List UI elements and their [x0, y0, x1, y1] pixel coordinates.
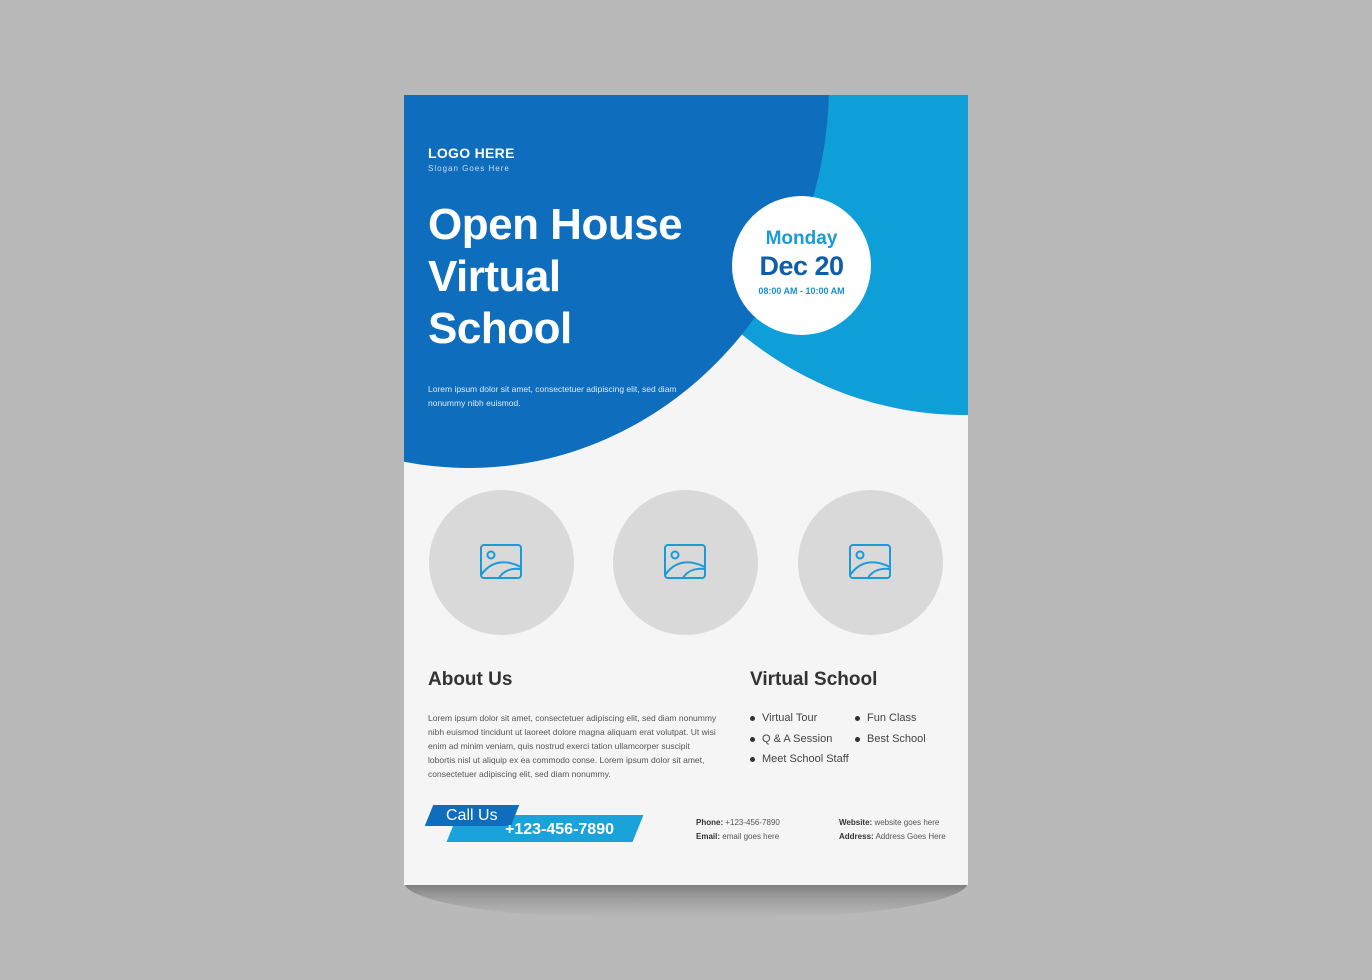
flyer	[404, 95, 968, 885]
hero-description: Lorem ipsum dolor sit amet, consectetuer adipiscing elit, sed diam nonummy nibh euismod.	[428, 384, 677, 408]
event-time: 08:00 AM - 10:00 AM	[758, 286, 845, 296]
virtual-school-list-1	[750, 710, 849, 772]
about-text: Lorem ipsum dolor sit amet, consectetuer adipiscing elit, sed diam nonummy nibh euismod tincidunt ut laoreet dolore magna aliquam erat volutpat. Ut wisi enim ad minim veniam, quis nostrud exerci tation ullamcorper suscipit lobortis nisl ut aliquip ex ea commodo conse. Lorem ipsum dolor sit amet, consectetuer adipiscing elit, sed diam nonummy.	[428, 713, 717, 779]
image-placeholder-icon	[663, 543, 707, 581]
photo-placeholder-1	[429, 490, 574, 635]
contact-website	[839, 816, 946, 830]
contact-address	[839, 830, 946, 844]
list-item: Meet School Staff	[750, 751, 849, 772]
headline-line-3: School	[428, 304, 572, 353]
contact-phone	[696, 816, 780, 830]
headline	[428, 199, 682, 355]
headline-line-1: Open House	[428, 200, 683, 249]
image-placeholder-icon	[848, 543, 892, 581]
email-label: Email:	[696, 832, 721, 841]
address-value: Address Goes Here	[875, 832, 946, 841]
contact-block-right	[839, 816, 946, 844]
list-item: Best School	[855, 731, 926, 752]
virtual-school-title: Virtual School	[750, 669, 878, 690]
event-date-badge	[732, 196, 871, 335]
call-phone-number: +123-456-7890	[505, 821, 614, 838]
virtual-school-list-2	[855, 710, 926, 751]
contact-email	[696, 830, 780, 844]
image-placeholder-icon	[479, 543, 523, 581]
list-item: Virtual Tour	[750, 710, 849, 731]
photo-placeholder-2	[613, 490, 758, 635]
list-item: Q & A Session	[750, 731, 849, 752]
website-value: website goes here	[874, 818, 940, 827]
address-label: Address:	[839, 832, 874, 841]
contact-block-left	[696, 816, 780, 844]
event-date: Dec 20	[759, 251, 844, 281]
event-day: Monday	[765, 228, 838, 249]
about-title: About Us	[428, 669, 513, 690]
email-value: email goes here	[722, 832, 780, 841]
photo-placeholder-3	[798, 490, 943, 635]
website-label: Website:	[839, 818, 873, 827]
phone-label: Phone:	[696, 818, 724, 827]
phone-value: +123-456-7890	[725, 818, 780, 827]
call-us-label: Call Us	[446, 807, 498, 824]
page-curl-shadow	[404, 882, 968, 918]
logo-title: LOGO HERE	[428, 145, 515, 161]
logo-slogan: Slogan Goes Here	[428, 164, 510, 173]
list-item: Fun Class	[855, 710, 926, 731]
headline-line-2: Virtual	[428, 252, 561, 301]
